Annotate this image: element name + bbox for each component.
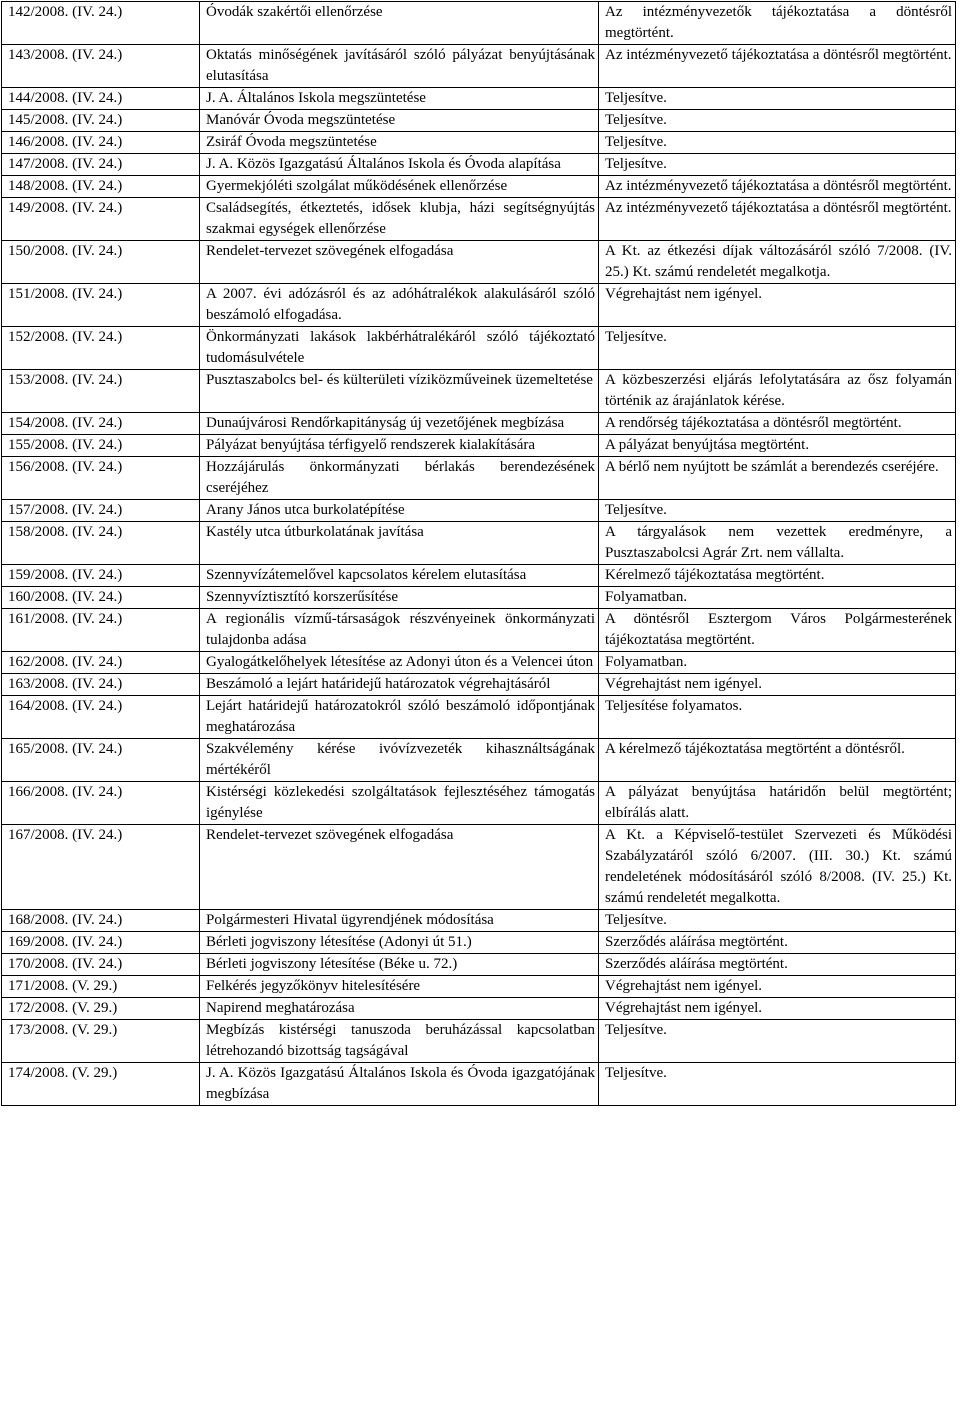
resolution-number-cell: 160/2008. (IV. 24.) xyxy=(2,587,200,609)
resolution-number-cell: 153/2008. (IV. 24.) xyxy=(2,370,200,413)
resolution-number-cell: 143/2008. (IV. 24.) xyxy=(2,45,200,88)
resolution-number-cell: 151/2008. (IV. 24.) xyxy=(2,284,200,327)
resolution-status-cell: Kérelmező tájékoztatása megtörtént. xyxy=(599,565,956,587)
resolution-number-cell: 169/2008. (IV. 24.) xyxy=(2,932,200,954)
resolution-subject-cell: Bérleti jogviszony létesítése (Béke u. 72.) xyxy=(200,954,599,976)
resolution-status-cell: A tárgyalások nem vezettek eredményre, a Pusztaszabolcsi Agrár Zrt. nem vállalta. xyxy=(599,522,956,565)
resolution-status-cell: A Kt. az étkezési díjak változásáról szóló 7/2008. (IV. 25.) Kt. számú rendeletét megalkotja. xyxy=(599,241,956,284)
resolution-subject-cell: Megbízás kistérségi tanuszoda beruházással kapcsolatban létrehozandó bizottság tagságával xyxy=(200,1020,599,1063)
resolution-number-cell: 166/2008. (IV. 24.) xyxy=(2,782,200,825)
resolution-status-cell: Az intézményvezetők tájékoztatása a döntésről megtörtént. xyxy=(599,2,956,45)
resolution-subject-cell: Rendelet-tervezet szövegének elfogadása xyxy=(200,825,599,910)
resolution-status-cell: Folyamatban. xyxy=(599,652,956,674)
resolution-number-cell: 155/2008. (IV. 24.) xyxy=(2,435,200,457)
resolution-number-cell: 150/2008. (IV. 24.) xyxy=(2,241,200,284)
resolution-status-cell: Teljesítve. xyxy=(599,1020,956,1063)
resolution-subject-cell: Arany János utca burkolatépítése xyxy=(200,500,599,522)
resolution-subject-cell: J. A. Közös Igazgatású Általános Iskola és Óvoda igazgatójának megbízása xyxy=(200,1063,599,1106)
resolution-status-cell: Végrehajtást nem igényel. xyxy=(599,976,956,998)
resolution-subject-cell: Rendelet-tervezet szövegének elfogadása xyxy=(200,241,599,284)
resolution-number-cell: 173/2008. (V. 29.) xyxy=(2,1020,200,1063)
resolution-subject-cell: Kastély utca útburkolatának javítása xyxy=(200,522,599,565)
resolution-subject-cell: Zsiráf Óvoda megszüntetése xyxy=(200,132,599,154)
table-row xyxy=(2,565,956,587)
resolution-number-cell: 165/2008. (IV. 24.) xyxy=(2,739,200,782)
table-row xyxy=(2,45,956,88)
resolution-number-cell: 147/2008. (IV. 24.) xyxy=(2,154,200,176)
resolution-number-cell: 144/2008. (IV. 24.) xyxy=(2,88,200,110)
resolution-status-cell: Teljesítve. xyxy=(599,154,956,176)
table-row xyxy=(2,954,956,976)
table-row xyxy=(2,154,956,176)
resolution-number-cell: 149/2008. (IV. 24.) xyxy=(2,198,200,241)
resolution-subject-cell: Manóvár Óvoda megszüntetése xyxy=(200,110,599,132)
resolution-status-cell: Folyamatban. xyxy=(599,587,956,609)
resolution-subject-cell: Szennyvízátemelővel kapcsolatos kérelem elutasítása xyxy=(200,565,599,587)
resolution-number-cell: 156/2008. (IV. 24.) xyxy=(2,457,200,500)
table-row xyxy=(2,1063,956,1106)
resolution-status-cell: Teljesítve. xyxy=(599,910,956,932)
table-row xyxy=(2,674,956,696)
table-row xyxy=(2,457,956,500)
resolution-subject-cell: Szakvélemény kérése ivóvízvezeték kihasználtságának mértékéről xyxy=(200,739,599,782)
resolution-status-cell: A Kt. a Képviselő-testület Szervezeti és Működési Szabályzatáról szóló 6/2007. (III. 30.) Kt. számú rendeletének módosításáról szóló 8/2008. (IV. 25.) Kt. számú rendeletét megalkotta. xyxy=(599,825,956,910)
resolution-subject-cell: Gyermekjóléti szolgálat működésének ellenőrzése xyxy=(200,176,599,198)
resolution-number-cell: 174/2008. (V. 29.) xyxy=(2,1063,200,1106)
resolution-status-cell: Teljesítve. xyxy=(599,88,956,110)
resolution-subject-cell: Lejárt határidejű határozatokról szóló beszámoló időpontjának meghatározása xyxy=(200,696,599,739)
table-row xyxy=(2,910,956,932)
resolution-number-cell: 146/2008. (IV. 24.) xyxy=(2,132,200,154)
table-row xyxy=(2,932,956,954)
resolution-status-cell: Szerződés aláírása megtörtént. xyxy=(599,932,956,954)
resolution-status-cell: Teljesítve. xyxy=(599,1063,956,1106)
resolution-subject-cell: Napirend meghatározása xyxy=(200,998,599,1020)
resolution-subject-cell: J. A. Közös Igazgatású Általános Iskola és Óvoda alapítása xyxy=(200,154,599,176)
resolutions-table xyxy=(1,1,956,1106)
resolution-subject-cell: Beszámoló a lejárt határidejű határozatok végrehajtásáról xyxy=(200,674,599,696)
resolution-number-cell: 148/2008. (IV. 24.) xyxy=(2,176,200,198)
resolution-number-cell: 145/2008. (IV. 24.) xyxy=(2,110,200,132)
resolution-number-cell: 168/2008. (IV. 24.) xyxy=(2,910,200,932)
resolution-subject-cell: A 2007. évi adózásról és az adóhátralékok alakulásáról szóló beszámoló elfogadása. xyxy=(200,284,599,327)
resolution-subject-cell: Hozzájárulás önkormányzati bérlakás berendezésének cseréjéhez xyxy=(200,457,599,500)
table-row xyxy=(2,782,956,825)
resolution-subject-cell: Felkérés jegyzőkönyv hitelesítésére xyxy=(200,976,599,998)
resolution-number-cell: 162/2008. (IV. 24.) xyxy=(2,652,200,674)
table-row xyxy=(2,2,956,45)
resolution-subject-cell: A regionális vízmű-társaságok részvényeinek önkormányzati tulajdonba adása xyxy=(200,609,599,652)
table-row xyxy=(2,198,956,241)
table-row xyxy=(2,825,956,910)
table-row xyxy=(2,413,956,435)
resolution-status-cell: A pályázat benyújtása megtörtént. xyxy=(599,435,956,457)
resolution-status-cell: Teljesítése folyamatos. xyxy=(599,696,956,739)
resolution-subject-cell: Polgármesteri Hivatal ügyrendjének módosítása xyxy=(200,910,599,932)
resolution-number-cell: 171/2008. (V. 29.) xyxy=(2,976,200,998)
resolution-subject-cell: Önkormányzati lakások lakbérhátralékáról szóló tájékoztató tudomásulvétele xyxy=(200,327,599,370)
resolution-number-cell: 158/2008. (IV. 24.) xyxy=(2,522,200,565)
resolution-status-cell: A döntésről Esztergom Város Polgármesterének tájékoztatása megtörtént. xyxy=(599,609,956,652)
table-row xyxy=(2,609,956,652)
table-row xyxy=(2,587,956,609)
resolution-subject-cell: Családsegítés, étkeztetés, idősek klubja, házi segítségnyújtás szakmai egységek ellenőrzése xyxy=(200,198,599,241)
resolution-subject-cell: J. A. Általános Iskola megszüntetése xyxy=(200,88,599,110)
resolution-status-cell: Végrehajtást nem igényel. xyxy=(599,674,956,696)
table-row xyxy=(2,110,956,132)
resolution-status-cell: A kérelmező tájékoztatása megtörtént a döntésről. xyxy=(599,739,956,782)
resolution-subject-cell: Dunaújvárosi Rendőrkapitányság új vezetőjének megbízása xyxy=(200,413,599,435)
resolution-subject-cell: Pusztaszabolcs bel- és külterületi víziközműveinek üzemeltetése xyxy=(200,370,599,413)
resolution-number-cell: 142/2008. (IV. 24.) xyxy=(2,2,200,45)
resolution-number-cell: 164/2008. (IV. 24.) xyxy=(2,696,200,739)
resolution-number-cell: 170/2008. (IV. 24.) xyxy=(2,954,200,976)
resolution-status-cell: A közbeszerzési eljárás lefolytatására az ősz folyamán történik az árajánlatok kérése. xyxy=(599,370,956,413)
resolution-number-cell: 167/2008. (IV. 24.) xyxy=(2,825,200,910)
resolution-status-cell: Az intézményvezető tájékoztatása a döntésről megtörtént. xyxy=(599,45,956,88)
resolution-status-cell: A pályázat benyújtása határidőn belül megtörtént; elbírálás alatt. xyxy=(599,782,956,825)
resolution-number-cell: 154/2008. (IV. 24.) xyxy=(2,413,200,435)
table-row xyxy=(2,1020,956,1063)
resolutions-table-body xyxy=(2,2,956,1106)
table-row xyxy=(2,88,956,110)
table-row xyxy=(2,435,956,457)
resolution-status-cell: Teljesítve. xyxy=(599,110,956,132)
table-row xyxy=(2,739,956,782)
resolution-subject-cell: Gyalogátkelőhelyek létesítése az Adonyi úton és a Velencei úton xyxy=(200,652,599,674)
resolution-status-cell: Teljesítve. xyxy=(599,327,956,370)
table-row xyxy=(2,327,956,370)
table-row xyxy=(2,998,956,1020)
resolution-status-cell: Az intézményvezető tájékoztatása a döntésről megtörtént. xyxy=(599,176,956,198)
resolution-number-cell: 159/2008. (IV. 24.) xyxy=(2,565,200,587)
table-row xyxy=(2,652,956,674)
table-row xyxy=(2,176,956,198)
resolution-status-cell: Teljesítve. xyxy=(599,132,956,154)
resolution-status-cell: Végrehajtást nem igényel. xyxy=(599,284,956,327)
resolution-number-cell: 163/2008. (IV. 24.) xyxy=(2,674,200,696)
resolution-number-cell: 152/2008. (IV. 24.) xyxy=(2,327,200,370)
resolution-number-cell: 172/2008. (V. 29.) xyxy=(2,998,200,1020)
resolution-subject-cell: Szennyvíztisztító korszerűsítése xyxy=(200,587,599,609)
table-row xyxy=(2,241,956,284)
resolution-subject-cell: Óvodák szakértői ellenőrzése xyxy=(200,2,599,45)
resolution-number-cell: 157/2008. (IV. 24.) xyxy=(2,500,200,522)
resolution-status-cell: A rendőrség tájékoztatása a döntésről megtörtént. xyxy=(599,413,956,435)
resolution-subject-cell: Pályázat benyújtása térfigyelő rendszerek kialakítására xyxy=(200,435,599,457)
table-row xyxy=(2,370,956,413)
table-row xyxy=(2,284,956,327)
resolution-status-cell: A bérlő nem nyújtott be számlát a berendezés cseréjére. xyxy=(599,457,956,500)
resolution-number-cell: 161/2008. (IV. 24.) xyxy=(2,609,200,652)
resolution-subject-cell: Oktatás minőségének javításáról szóló pályázat benyújtásának elutasítása xyxy=(200,45,599,88)
resolution-status-cell: Szerződés aláírása megtörtént. xyxy=(599,954,956,976)
table-row xyxy=(2,132,956,154)
table-row xyxy=(2,976,956,998)
resolution-subject-cell: Kistérségi közlekedési szolgáltatások fejlesztéséhez támogatás igénylése xyxy=(200,782,599,825)
resolution-subject-cell: Bérleti jogviszony létesítése (Adonyi út 51.) xyxy=(200,932,599,954)
table-row xyxy=(2,500,956,522)
resolution-status-cell: Teljesítve. xyxy=(599,500,956,522)
table-row xyxy=(2,522,956,565)
resolution-status-cell: Az intézményvezető tájékoztatása a döntésről megtörtént. xyxy=(599,198,956,241)
resolution-status-cell: Végrehajtást nem igényel. xyxy=(599,998,956,1020)
table-row xyxy=(2,696,956,739)
